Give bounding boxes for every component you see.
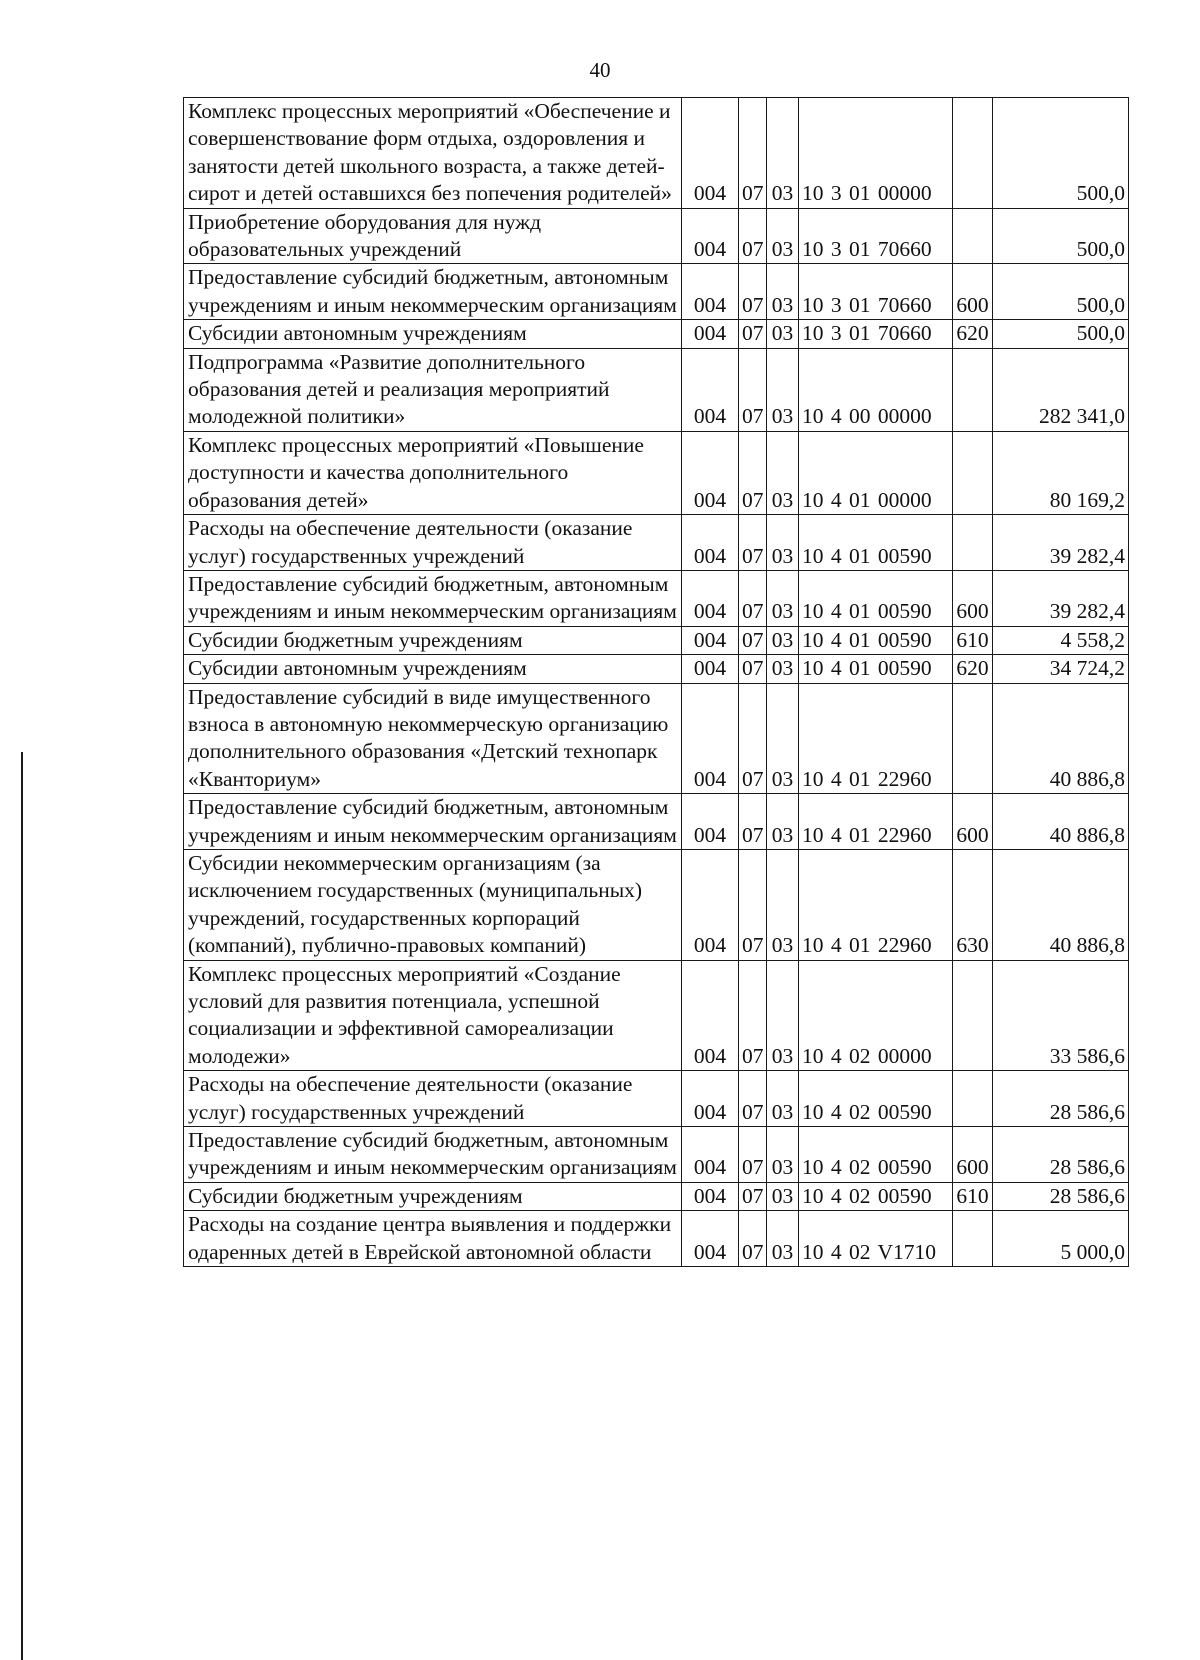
table-row <box>184 1127 1129 1183</box>
ministry-code: 004 <box>682 626 739 654</box>
table-row <box>184 431 1129 514</box>
table-row <box>184 794 1129 850</box>
item-name: Расходы на обеспечение деятельности (оказание услуг) государственных учреждений <box>184 1071 682 1127</box>
amount: 33 586,6 <box>993 960 1129 1071</box>
ministry-code: 004 <box>682 1071 739 1127</box>
section-code: 07 <box>739 1127 767 1183</box>
section-code: 07 <box>739 515 767 571</box>
subsection-code: 03 <box>767 794 799 850</box>
item-name: Предоставление субсидий в виде имущественного взноса в автономную некоммерческую организацию дополнительного образования «Детский технопарк «Кванториум» <box>184 683 682 794</box>
expense-type: 600 <box>953 570 993 626</box>
target-article: 10 4 02 00000 <box>799 960 953 1071</box>
section-code: 07 <box>739 1182 767 1210</box>
subsection-code: 03 <box>767 515 799 571</box>
target-article: 10 3 01 70660 <box>799 264 953 320</box>
left-margin-line <box>21 752 23 1660</box>
table-row <box>184 849 1129 960</box>
expense-type <box>953 683 993 794</box>
expense-type <box>953 960 993 1071</box>
target-article: 10 4 01 00590 <box>799 626 953 654</box>
amount: 34 724,2 <box>993 655 1129 683</box>
item-name: Расходы на создание центра выявления и поддержки одаренных детей в Еврейской автономной области <box>184 1211 682 1267</box>
target-article: 10 4 02 00590 <box>799 1071 953 1127</box>
subsection-code: 03 <box>767 98 799 209</box>
item-name: Субсидии некоммерческим организациям (за исключением государственных (муниципальных) учреждений, государственных корпораций (компаний), публично-правовых компаний) <box>184 849 682 960</box>
table-row <box>184 960 1129 1071</box>
expense-type: 600 <box>953 1127 993 1183</box>
ministry-code: 004 <box>682 320 739 348</box>
expense-type <box>953 515 993 571</box>
amount: 5 000,0 <box>993 1211 1129 1267</box>
item-name: Предоставление субсидий бюджетным, автономным учреждениям и иным некоммерческим организациям <box>184 794 682 850</box>
item-name: Комплекс процессных мероприятий «Обеспечение и совершенствование форм отдыха, оздоровления и занятости детей школьного возраста, а также детей-сирот и детей оставшихся без попечения родителей» <box>184 98 682 209</box>
subsection-code: 03 <box>767 1211 799 1267</box>
subsection-code: 03 <box>767 208 799 264</box>
expense-type: 600 <box>953 264 993 320</box>
section-code: 07 <box>739 794 767 850</box>
item-name: Предоставление субсидий бюджетным, автономным учреждениям и иным некоммерческим организациям <box>184 570 682 626</box>
section-code: 07 <box>739 960 767 1071</box>
item-name: Субсидии бюджетным учреждениям <box>184 1182 682 1210</box>
subsection-code: 03 <box>767 960 799 1071</box>
expense-type <box>953 1071 993 1127</box>
ministry-code: 004 <box>682 1182 739 1210</box>
ministry-code: 004 <box>682 570 739 626</box>
amount: 500,0 <box>993 320 1129 348</box>
subsection-code: 03 <box>767 348 799 431</box>
expense-type: 610 <box>953 1182 993 1210</box>
table-row <box>184 683 1129 794</box>
target-article: 10 3 01 70660 <box>799 208 953 264</box>
ministry-code: 004 <box>682 348 739 431</box>
subsection-code: 03 <box>767 683 799 794</box>
ministry-code: 004 <box>682 1127 739 1183</box>
table-row <box>184 570 1129 626</box>
ministry-code: 004 <box>682 515 739 571</box>
target-article: 10 4 01 22960 <box>799 794 953 850</box>
target-article: 10 3 01 70660 <box>799 320 953 348</box>
section-code: 07 <box>739 320 767 348</box>
table-row <box>184 515 1129 571</box>
subsection-code: 03 <box>767 626 799 654</box>
ministry-code: 004 <box>682 683 739 794</box>
ministry-code: 004 <box>682 655 739 683</box>
amount: 28 586,6 <box>993 1071 1129 1127</box>
subsection-code: 03 <box>767 655 799 683</box>
ministry-code: 004 <box>682 794 739 850</box>
page-number: 40 <box>589 58 611 82</box>
subsection-code: 03 <box>767 264 799 320</box>
expense-type: 620 <box>953 655 993 683</box>
section-code: 07 <box>739 431 767 514</box>
target-article: 10 3 01 00000 <box>799 98 953 209</box>
item-name: Субсидии автономным учреждениям <box>184 320 682 348</box>
section-code: 07 <box>739 626 767 654</box>
amount: 40 886,8 <box>993 849 1129 960</box>
amount: 28 586,6 <box>993 1182 1129 1210</box>
ministry-code: 004 <box>682 849 739 960</box>
expense-type <box>953 431 993 514</box>
target-article: 10 4 02 V1710 <box>799 1211 953 1267</box>
table-row <box>184 1211 1129 1267</box>
target-article: 10 4 01 22960 <box>799 849 953 960</box>
target-article: 10 4 01 22960 <box>799 683 953 794</box>
expense-type: 610 <box>953 626 993 654</box>
item-name: Субсидии бюджетным учреждениям <box>184 626 682 654</box>
table-row <box>184 655 1129 683</box>
item-name: Предоставление субсидий бюджетным, автономным учреждениям и иным некоммерческим организациям <box>184 264 682 320</box>
ministry-code: 004 <box>682 208 739 264</box>
amount: 40 886,8 <box>993 683 1129 794</box>
expense-type: 630 <box>953 849 993 960</box>
table-row <box>184 348 1129 431</box>
expense-type <box>953 98 993 209</box>
item-name: Субсидии автономным учреждениям <box>184 655 682 683</box>
table-row <box>184 1182 1129 1210</box>
expense-type <box>953 348 993 431</box>
ministry-code: 004 <box>682 960 739 1071</box>
budget-table-body <box>184 98 1129 1267</box>
subsection-code: 03 <box>767 1182 799 1210</box>
budget-table <box>183 97 1129 1267</box>
subsection-code: 03 <box>767 849 799 960</box>
section-code: 07 <box>739 570 767 626</box>
section-code: 07 <box>739 1071 767 1127</box>
table-row <box>184 264 1129 320</box>
amount: 500,0 <box>993 208 1129 264</box>
amount: 282 341,0 <box>993 348 1129 431</box>
table-row <box>184 320 1129 348</box>
target-article: 10 4 00 00000 <box>799 348 953 431</box>
item-name: Комплекс процессных мероприятий «Повышение доступности и качества дополнительного образования детей» <box>184 431 682 514</box>
item-name: Подпрограмма «Развитие дополнительного образования детей и реализация мероприятий молодежной политики» <box>184 348 682 431</box>
ministry-code: 004 <box>682 98 739 209</box>
expense-type: 620 <box>953 320 993 348</box>
item-name: Предоставление субсидий бюджетным, автономным учреждениям и иным некоммерческим организациям <box>184 1127 682 1183</box>
amount: 80 169,2 <box>993 431 1129 514</box>
target-article: 10 4 01 00000 <box>799 431 953 514</box>
amount: 4 558,2 <box>993 626 1129 654</box>
expense-type <box>953 208 993 264</box>
section-code: 07 <box>739 348 767 431</box>
section-code: 07 <box>739 683 767 794</box>
table-row <box>184 626 1129 654</box>
section-code: 07 <box>739 208 767 264</box>
expense-type <box>953 1211 993 1267</box>
section-code: 07 <box>739 655 767 683</box>
target-article: 10 4 02 00590 <box>799 1127 953 1183</box>
amount: 40 886,8 <box>993 794 1129 850</box>
section-code: 07 <box>739 264 767 320</box>
amount: 39 282,4 <box>993 570 1129 626</box>
target-article: 10 4 01 00590 <box>799 655 953 683</box>
ministry-code: 004 <box>682 431 739 514</box>
item-name: Комплекс процессных мероприятий «Создание условий для развития потенциала, успешной социализации и эффективной самореализации молодежи» <box>184 960 682 1071</box>
amount: 28 586,6 <box>993 1127 1129 1183</box>
subsection-code: 03 <box>767 1127 799 1183</box>
item-name: Приобретение оборудования для нужд образовательных учреждений <box>184 208 682 264</box>
table-row <box>184 208 1129 264</box>
amount: 500,0 <box>993 264 1129 320</box>
target-article: 10 4 01 00590 <box>799 515 953 571</box>
subsection-code: 03 <box>767 320 799 348</box>
expense-type: 600 <box>953 794 993 850</box>
table-row <box>184 1071 1129 1127</box>
section-code: 07 <box>739 1211 767 1267</box>
amount: 500,0 <box>993 98 1129 209</box>
target-article: 10 4 01 00590 <box>799 570 953 626</box>
item-name: Расходы на обеспечение деятельности (оказание услуг) государственных учреждений <box>184 515 682 571</box>
section-code: 07 <box>739 98 767 209</box>
subsection-code: 03 <box>767 431 799 514</box>
subsection-code: 03 <box>767 570 799 626</box>
amount: 39 282,4 <box>993 515 1129 571</box>
table-row <box>184 98 1129 209</box>
ministry-code: 004 <box>682 1211 739 1267</box>
section-code: 07 <box>739 849 767 960</box>
subsection-code: 03 <box>767 1071 799 1127</box>
target-article: 10 4 02 00590 <box>799 1182 953 1210</box>
ministry-code: 004 <box>682 264 739 320</box>
